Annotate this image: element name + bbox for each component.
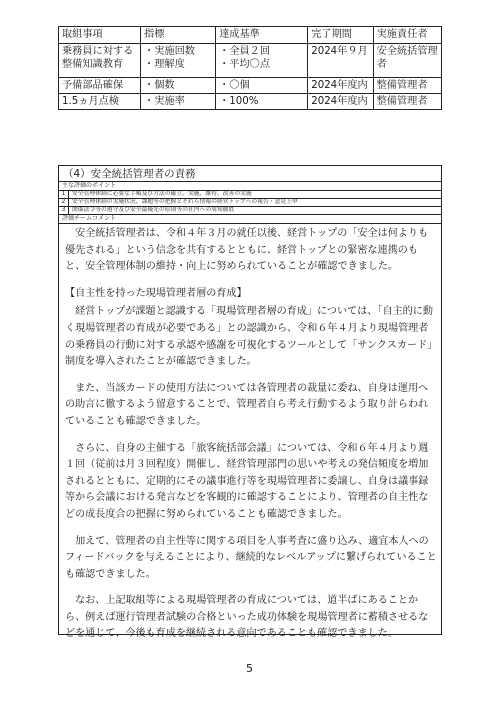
points-label: 主な評価のポイント <box>62 182 117 189</box>
table-cell: ・100% <box>216 94 308 110</box>
table-cell: 安全統括管理者 <box>373 44 441 78</box>
header-cell: 実施責任者 <box>373 27 441 44</box>
table-cell: 乗務員に対する整備知識教育 <box>59 44 141 78</box>
table-header-row <box>59 27 442 44</box>
page-number: 5 <box>246 662 253 675</box>
list-item <box>59 191 441 199</box>
paragraph-heading: 【自主性を持った現場管理者層の育成】 <box>65 287 247 299</box>
table-cell: ・実施率 <box>141 94 216 110</box>
table-cell: ・実施回数 ・理解度 <box>141 44 216 78</box>
points-list <box>59 190 441 215</box>
table-cell: 整備管理者 <box>373 78 441 94</box>
paragraph: また、当該カードの使用方法については各管理者の裁量に委ね、自身は運用への助言に徹するよう留意することで、管理者自ら考え行動するよう取り計らわれていることも確認できました。 <box>65 382 429 427</box>
paragraph: 加えて、管理者の自主性等に関する項目を人事考査に盛り込み、適宜本人へのフィードバックを与えることにより、継続的なレベルアップに繋げられていることも確認できました。 <box>65 535 437 580</box>
table-cell: 2024年９月 <box>308 44 373 78</box>
table-cell: ・全員２回 ・平均〇点 <box>216 44 308 78</box>
point-text: 安全管理体制の実施状況、課題等の把握とそれら情報の経営トップへの報告・意見上申 <box>72 199 298 205</box>
table-row <box>59 78 442 94</box>
table-cell: 整備管理者 <box>373 94 441 110</box>
table-row <box>59 94 442 110</box>
table-cell: ・個数 <box>141 78 216 94</box>
table-cell: 2024年度内 <box>308 78 373 94</box>
point-number: 2 <box>59 199 69 206</box>
paragraph: なお、上記取組等による現場管理者の育成については、道半ばにあることから、例えば運行管理者試験の合格といった成功体験を現場管理者に蓄積させるなどを通じて、今後も育成を継続される意向であることも確認できました。 <box>65 595 429 640</box>
task-table <box>58 26 442 110</box>
list-item <box>59 199 441 207</box>
table-cell: ・〇個 <box>216 78 308 94</box>
point-number: 3 <box>59 207 69 214</box>
comment-body <box>59 224 441 643</box>
paragraph: さらに、自身の主催する「旅客統括部会議」については、令和６年４月より週１回（従前は月３回程度）開催し、経営管理部門の思いや考えの発信頻度を増加されるとともに、定期的にその議事進行等を現場管理者に委譲し、自身は議事録等から会議における発言などを客観的に確認することにより、管理者の自主性などの成長度合の把握に努められていることも確認できました。 <box>65 442 429 520</box>
table-cell: 予備部品確保 <box>59 78 141 94</box>
evaluation-section <box>58 165 442 640</box>
paragraph: 経営トップが課題と認識する「現場管理者層の育成」については、「自主的に動く現場管理者の育成が必要である」との認識から、令和６年４月より現場管理者の乗務員の行動に対する承認や感謝を可視化するツールとして「サンクスカード」制度を導入されたことが確認できました。 <box>65 306 433 368</box>
header-cell: 達成基準 <box>216 27 308 44</box>
header-cell: 取組事項 <box>59 27 141 44</box>
point-number: 1 <box>59 191 69 198</box>
table-row <box>59 44 442 78</box>
table-cell: 2024年度内 <box>308 94 373 110</box>
point-text: 安全管理体制に必要な手順及び方法の確立、実施、維持、改善の実施 <box>72 191 252 197</box>
comment-label: 評価チームコメント <box>59 215 441 224</box>
table-cell: 1.5ヵ月点検 <box>59 94 141 110</box>
header-cell: 完了期間 <box>308 27 373 44</box>
paragraph: 安全統括管理者は、令和４年３月の就任以後、経営トップの「安全は何よりも優先される」という信念を共有するとともに、経営トップとの緊密な連携のもと、安全管理体制の維持・向上に努められていることが確認できました。 <box>65 228 429 273</box>
list-item <box>59 207 441 215</box>
section-title: （4）安全統括管理者の責務 <box>59 166 441 182</box>
point-text: 関係法令等の遵守及び安全最優先の原則等の社内への周知徹底 <box>72 207 235 213</box>
header-cell: 指標 <box>141 27 216 44</box>
